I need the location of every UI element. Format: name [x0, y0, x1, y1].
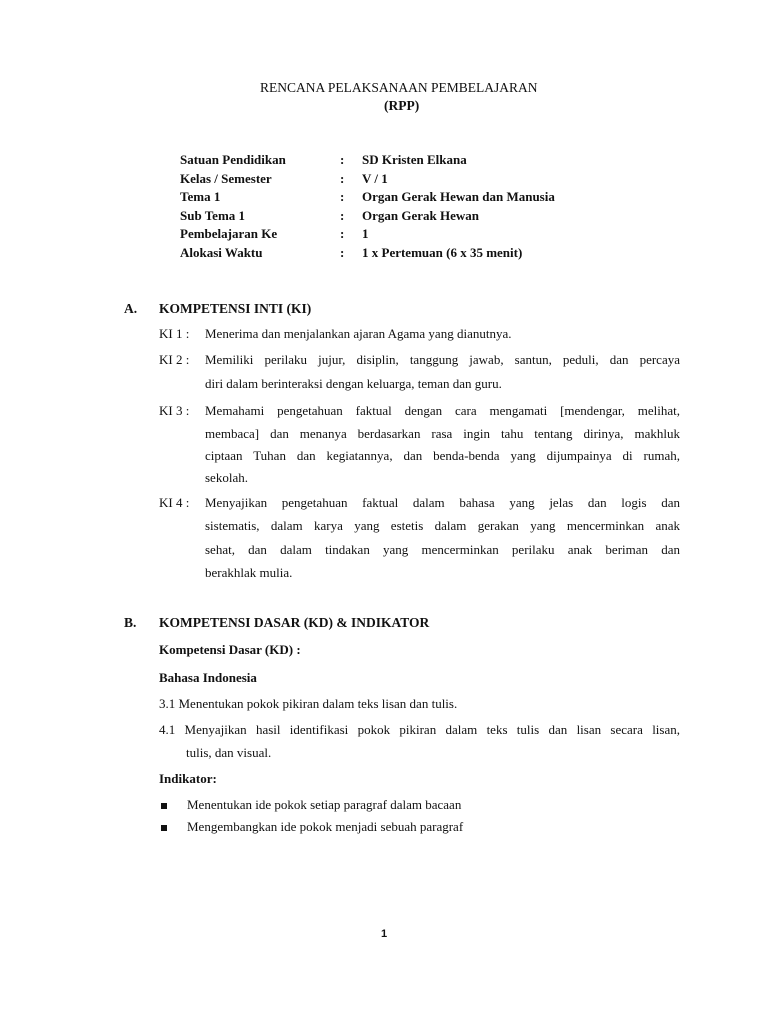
kd-item: 3.1 Menentukan pokok pikiran dalam teks lisan dan tulis. [159, 696, 458, 711]
ki-text-line: Menerima dan menjalankan ajaran Agama yang dianutnya. [205, 326, 512, 341]
identity-separator: : [340, 152, 345, 167]
indicator-item: Mengembangkan ide pokok menjadi sebuah paragraf [187, 819, 464, 834]
section-a-letter: A. [124, 301, 138, 316]
identity-separator: : [340, 244, 345, 260]
kd-item: 4.1 Menyajikan hasil identifikasi pokok pikiran dalam teks tulis dan lisan secara lisan, [159, 722, 680, 737]
ki-code: KI 4 : [159, 495, 190, 510]
subject-heading: Bahasa Indonesia [159, 670, 257, 685]
identity-separator: : [340, 189, 345, 204]
ki-text-line: sekolah. [205, 470, 248, 485]
identity-label: Tema 1 [180, 189, 221, 204]
ki-text-line: ciptaan Tuhan dan kegiatannya, dan benda-benda yang dijumpainya di rumah, [205, 448, 680, 463]
ki-text-line: Memiliki perilaku jujur, disiplin, tanggung jawab, santun, peduli, dan percaya [205, 352, 680, 367]
indicator-item: Menentukan ide pokok setiap paragraf dalam bacaan [187, 797, 462, 812]
section-a-title: KOMPETENSI INTI (KI) [159, 301, 312, 316]
kd-heading: Kompetensi Dasar (KD) : [159, 642, 301, 657]
identity-label: Satuan Pendidikan [180, 152, 286, 167]
bullet-icon [161, 803, 167, 809]
identity-value: 1 x Pertemuan (6 x 35 menit) [362, 244, 523, 260]
ki-text-line: Memahami pengetahuan faktual dengan cara mengamati [mendengar, melihat, [205, 403, 680, 418]
document-title: RENCANA PELAKSANAAN PEMBELAJARAN [260, 80, 538, 95]
identity-value: 1 [362, 226, 369, 241]
identity-separator: : [340, 226, 345, 241]
identity-separator: : [340, 207, 345, 223]
ki-text-line: Menyajikan pengetahuan faktual dalam bahasa yang jelas dan logis dan [205, 495, 680, 510]
ki-text-line: sehat, dan dalam tindakan yang mencerminkan perilaku anak beriman dan [205, 542, 680, 557]
identity-label: Sub Tema 1 [180, 207, 246, 223]
identity-value: V / 1 [362, 170, 388, 186]
identity-value: SD Kristen Elkana [362, 152, 467, 167]
ki-text-line: berakhlak mulia. [205, 565, 293, 580]
ki-text-line: sistematis, dalam karya yang estetis dalam gerakan yang mencerminkan anak [205, 518, 680, 533]
ki-code: KI 2 : [159, 352, 190, 367]
indicator-heading: Indikator: [159, 771, 217, 786]
identity-label: Pembelajaran Ke [180, 226, 278, 241]
section-b-letter: B. [124, 615, 137, 630]
identity-label: Kelas / Semester [180, 170, 272, 186]
identity-value: Organ Gerak Hewan [362, 207, 479, 223]
section-b-title: KOMPETENSI DASAR (KD) & INDIKATOR [159, 615, 430, 630]
document-subtitle: (RPP) [384, 98, 420, 113]
ki-text-line: membaca] dan menanya berdasarkan rasa ingin tahu tentang dirinya, makhluk [205, 426, 680, 441]
identity-value: Organ Gerak Hewan dan Manusia [362, 189, 555, 204]
bullet-icon [161, 825, 167, 831]
ki-code: KI 3 : [159, 403, 190, 418]
identity-separator: : [340, 170, 345, 186]
page-number: 1 [380, 928, 388, 940]
ki-text-line: diri dalam berinteraksi dengan keluarga, teman dan guru. [205, 376, 502, 391]
ki-code: KI 1 : [159, 326, 190, 341]
identity-label: Alokasi Waktu [180, 244, 263, 260]
kd-item-continued: tulis, dan visual. [186, 745, 272, 760]
